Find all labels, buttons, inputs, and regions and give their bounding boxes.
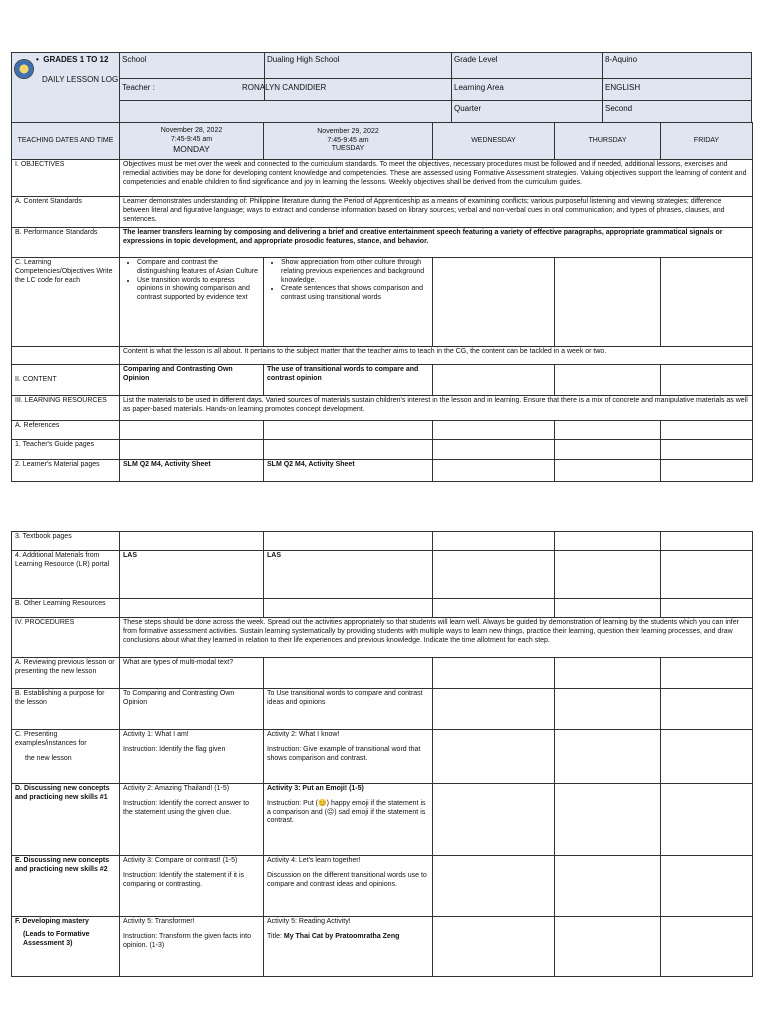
mastery-monday (120, 917, 264, 977)
procedures-label: IV. PROCEDURES (12, 618, 120, 658)
wednesday-day: WEDNESDAY (433, 123, 555, 160)
activity-title: Activity 2: Amazing Thailand! (1-5) (123, 785, 230, 792)
friday-day: FRIDAY (661, 123, 753, 160)
discussing-2-monday (120, 856, 264, 917)
discussing-2-label: E. Discussing new concepts and practicing new skills #2 (12, 856, 120, 917)
teacher-label: Teacher : (122, 83, 155, 92)
performance-standards-label: B. Performance Standards (12, 228, 120, 258)
deped-seal-icon (14, 59, 34, 79)
reading-title (267, 933, 429, 942)
learners-material-tuesday: SLM Q2 M4, Activity Sheet (264, 460, 433, 482)
presenting-label-line-1: C. Presenting examples/instances for (15, 731, 87, 747)
grade-value: 8-Aquino (605, 55, 638, 64)
activity-title: Activity 5: Reading Activity! (267, 918, 351, 925)
content-standards-text: Learner demonstrates understanding of: Philippine literature during the Period of Apprenticeship as a means of examining conflicts; various purposeful listening and viewing strategies; difference between literal and figurative language; ways to extract and condense information based on library sources; verbal and non-verbal cues in oral communication; and types of phrases, clauses, and sentences. (120, 197, 753, 228)
activity-instruction: Instruction: Identify the statement if it is comparing or contrasting. (123, 871, 244, 888)
performance-standards-text: The learner transfers learning by composing and delivering a brief and creative entertainment speech featuring a variety of effective paragraphs, appropriate grammatical signals or expressions in topic development, and appropriate prosodic features, stance, and behavior. (120, 228, 753, 258)
content-label: II. CONTENT (12, 365, 120, 396)
textbook-label: 3. Textbook pages (12, 532, 120, 551)
discussing-1-monday (120, 784, 264, 856)
purpose-monday: To Comparing and Contrasting Own Opinion (120, 689, 264, 730)
content-note: Content is what the lesson is all about. It pertains to the subject matter that the teacher aims to teach in the CG, the content can be tackled in a week or two. (120, 347, 753, 365)
thursday-day: THURSDAY (555, 123, 661, 160)
presenting-tuesday (264, 730, 433, 784)
dates-label: TEACHING DATES AND TIME (12, 123, 120, 160)
lesson-log-page-2 (11, 531, 753, 977)
activity-title: Activity 5: Transformer! (123, 918, 195, 925)
log-title: DAILY LESSON LOG (42, 75, 119, 84)
monday-day: MONDAY (173, 144, 210, 155)
presenting-monday (120, 730, 264, 784)
objectives-label: I. OBJECTIVES (12, 160, 120, 197)
other-resources-label: B. Other Learning Resources (12, 599, 120, 618)
list-item: • Compare and contrast the distinguishing features of Asian Culture (137, 259, 260, 277)
quarter-label: Quarter (454, 104, 482, 113)
monday-time: 7:45-9:45 am (170, 135, 213, 143)
mastery-label (12, 917, 120, 977)
activity-instruction: Instruction: Transform the given facts into opinion. (1-3) (123, 932, 252, 949)
activity-title: Activity 2: What I know! (267, 731, 340, 738)
activity-title: Activity 4: Let's learn together! (267, 857, 361, 864)
learners-material-label: 2. Learner's Material pages (12, 460, 120, 482)
purpose-label: B. Establishing a purpose for the lesson (12, 689, 120, 730)
review-label: A. Reviewing previous lesson or presenting the new lesson (12, 658, 120, 689)
grade-label: Grade Level (454, 55, 498, 64)
objectives-text: Objectives must be met over the week and connected to the curriculum standards. To meet the objectives, necessary procedures must be followed and if needed, additional lessons, exercises and remedial activities may be done for developing content knowledge and competencies. These are assessed using Formative Assessment strategies. Valuing objectives support the learning of content and competencies and enable children to find significance and joy in learning the lessons. Weekly objectives shall be derived from the curriculum guides. (120, 160, 753, 197)
reading-title-text: My Thai Cat by Pratoomratha Zeng (283, 932, 400, 940)
additional-materials-tuesday: LAS (264, 551, 433, 599)
activity-instruction: Instruction: Identify the flag given (123, 745, 226, 753)
purpose-tuesday: To Use transitional words to compare and contrast ideas and opinions (264, 689, 433, 730)
quarter-value: Second (605, 104, 633, 113)
activity-instruction: Discussion on the different transitional words use to compare and contrast ideas and opinions. (267, 871, 427, 888)
grades-text: • GRADES 1 TO 12 (36, 55, 109, 64)
reading-title-prefix: Title: (267, 932, 284, 940)
area-label: Learning Area (454, 83, 504, 92)
teacher-value: RONALYN CANDIDIER (242, 83, 327, 92)
list-item: • Create sentences that shows comparison and contrast using transitional words (281, 285, 429, 303)
procedures-text: These steps should be done across the week. Spread out the activities appropriately so that students will learn well. Always be guided by demonstration of learning by the students which you can infer from formative assessment activities. Sustain learning systematically by providing students with multiple ways to learn new things, practice their learning, question their learning processes, and draw conclusions about what they learned in relation to their life experiences and previous knowledge. Indicate the time allotment for each step. (120, 618, 753, 658)
content-standards-label: A. Content Standards (12, 197, 120, 228)
tuesday-time: 7:45-9:45 am (327, 136, 369, 144)
content-tuesday: The use of transitional words to compare and contrast opinion (264, 365, 433, 396)
header-block (11, 52, 752, 123)
discussing-2-tuesday (264, 856, 433, 917)
additional-materials-label: 4. Additional Materials from Learning Resource (LR) portal (12, 551, 120, 599)
competencies-monday (120, 258, 264, 347)
lesson-log-body-1 (11, 122, 753, 482)
competencies-tuesday (264, 258, 433, 347)
activity-title: Activity 3: Compare or contrast! (1-5) (123, 857, 238, 864)
competencies-label: C. Learning Competencies/Objectives Write the LC code for each (12, 258, 120, 347)
teachers-guide-label: 1. Teacher's Guide pages (12, 440, 120, 460)
activity-title: Activity 1: What I am! (123, 731, 189, 738)
activity-instruction: Instruction: Identify the correct answer to the statement using the given clue. (123, 799, 250, 816)
monday-date: November 28, 2022 (160, 126, 223, 134)
activity-title: Activity 3: Put an Emoji! (1-5) (267, 785, 364, 792)
presenting-label-line-2: the new lesson (25, 754, 72, 762)
discussing-1-tuesday (264, 784, 433, 856)
area-value: ENGLISH (605, 83, 641, 92)
content-monday: Comparing and Contrasting Own Opinion (120, 365, 264, 396)
school-label: School (122, 55, 147, 64)
presenting-label (12, 730, 120, 784)
activity-instruction: Instruction: Give example of transitional word that shows comparison and contrast. (267, 745, 421, 762)
mastery-tuesday (264, 917, 433, 977)
tuesday-day: TUESDAY (331, 145, 365, 153)
school-value: Dualing High School (267, 55, 340, 64)
list-item: • Show appreciation from other culture through relating previous experiences and background knowledge. (281, 259, 429, 285)
additional-materials-monday: LAS (120, 551, 264, 599)
list-item: • Use transition words to express opinions in showing comparison and contrast supported by evidence text (137, 277, 260, 303)
resources-label: III. LEARNING RESOURCES (12, 396, 120, 421)
tuesday-date: November 29, 2022 (317, 127, 379, 135)
mastery-label-line-2: (Leads to Formative Assessment 3) (23, 930, 90, 947)
resources-text: List the materials to be used in different days. Varied sources of materials sustain children's interest in the lesson and in learning. Ensure that there is a mix of concrete and manipulative materials as well as paper-based materials. Hands-on learning promotes concept development. (120, 396, 753, 421)
mastery-label-line-1: F. Developing mastery (15, 918, 89, 925)
review-monday: What are types of multi-modal text? (120, 658, 264, 689)
discussing-1-label: D. Discussing new concepts and practicing new skills #1 (12, 784, 120, 856)
learners-material-monday: SLM Q2 M4, Activity Sheet (120, 460, 264, 482)
references-label: A. References (12, 421, 120, 440)
activity-instruction: Instruction: Put (😊) happy emoji if the statement is a comparison and (☹) sad emoji if the statement is contrast. (267, 799, 426, 825)
